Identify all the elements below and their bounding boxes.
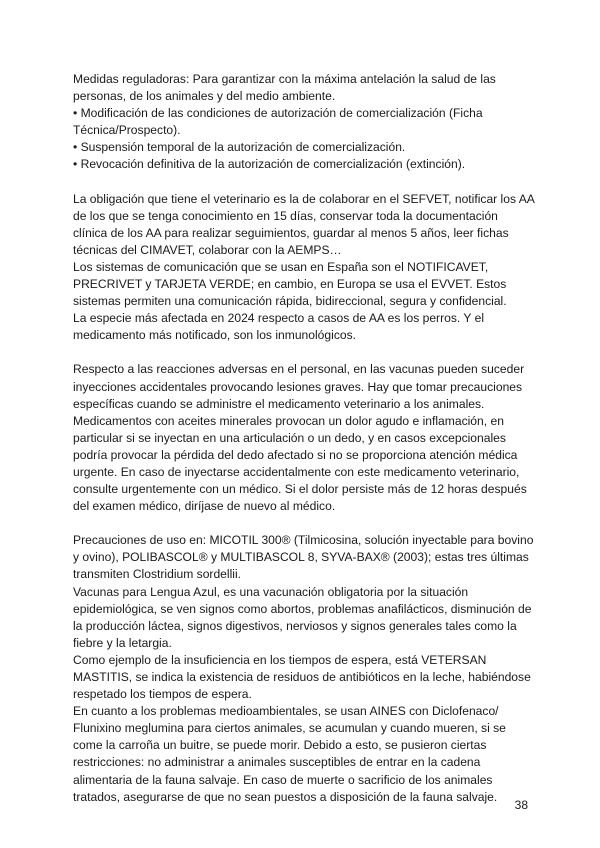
bullet-suspension: • Suspensión temporal de la autorización de comercialización. (73, 140, 406, 155)
bullet-modification: • Modificación de las condiciones de autorización de comercialización (Ficha Técnica/Prospecto). (73, 106, 483, 138)
withdrawal-time-paragraph: Como ejemplo de la insuficiencia en los tiempos de espera, está VETERSAN MASTITIS, se indica la existencia de residuos de antibióticos en la leche, habiéndose respetado los tiempos de espera. (73, 652, 531, 702)
personnel-adverse-reactions-section (73, 361, 535, 515)
veterinarian-obligation-paragraph: La obligación que tiene el veterinario es la de colaborar en el SEFVET, notificar los AA de los que se tenga conocimiento en 15 días, conservar toda la documentación clínica de los AA para realizar seguimientos, guardar al menos 5 años, leer fichas técnicas del CIMAVET, colaborar con la AEMPS… (73, 191, 535, 257)
environmental-problems-paragraph: En cuanto a los problemas medioambientales, se usan AINES con Diclofenaco/ Flunixino meglumina para ciertos animales, se acumulan y cuando mueren, si se come la carroña un buitre, se puede morir. Debido a esto, se pusieron ciertas restricciones: no administrar a animales susceptibles de entrar en la cadena alimentaria de la fauna salvaje. En caso de muerte o sacrificio de los animales tratados, asegurarse de que no sean puestos a disposición de la fauna salvaje. (73, 704, 506, 804)
usage-precautions-section (73, 532, 535, 806)
paragraph-gap (73, 344, 535, 361)
most-affected-species-paragraph: La especie más afectada en 2024 respecto a casos de AA es los perros. Y el medicamento más notificado, son los inmunológicos. (73, 311, 485, 343)
document-body (73, 71, 535, 806)
page-number: 38 (514, 798, 528, 812)
precautions-paragraph: Precauciones de uso en: MICOTIL 300® (Tilmicosina, solución inyectable para bovino y ovino), POLIBASCOL® y MULTIBASCOL 8, SYVA-BAX® (2003); estas tres últimas transmiten Clostridium sordellii. (73, 533, 534, 582)
regulatory-measures-intro: Medidas reguladoras: Para garantizar con la máxima antelación la salud de las personas, de los animales y del medio ambiente. (73, 72, 496, 104)
communication-systems-paragraph: Los sistemas de comunicación que se usan en España son el NOTIFICAVET, PRECRIVET y TARJETA VERDE; en cambio, en Europa se usa el EVVET. Estos sistemas permiten una comunicación rápida, bidireccional, segura y confidencial. (73, 259, 507, 309)
regulatory-measures-section (73, 71, 535, 174)
bluetongue-vaccines-paragraph: Vacunas para Lengua Azul, es una vacunación obligatoria por la situación epidemiológica, se ven signos como abortos, problemas anafilácticos, disminución de la producción láctea, signos digestivos, nerviosos y signos generales tales como la fiebre y la letargia. (73, 584, 532, 650)
paragraph-gap (73, 515, 535, 532)
paragraph-gap (73, 174, 535, 191)
personnel-reactions-paragraph: Respecto a las reacciones adversas en el personal, en las vacunas pueden suceder inyecciones accidentales provocando lesiones graves. Hay que tomar precauciones específicas cuando se administre el medicamento veterinario a los animales. Medicamentos con aceites minerales provocan un dolor agudo e inflamación, en particular si se inyectan en una articulación o un dedo, y en casos excepcionales podría provocar la pérdida del dedo afectado si no se proporciona atención médica urgente. En caso de inyectarse accidentalmente con este medicamento veterinario, consulte urgentemente con un médico. Si el dolor persiste más de 12 horas después del examen médico, diríjase de nuevo al médico. (73, 362, 527, 514)
bullet-revocation: • Revocación definitiva de la autorización de comercialización (extinción). (73, 157, 466, 172)
veterinarian-obligations-section (73, 191, 535, 345)
